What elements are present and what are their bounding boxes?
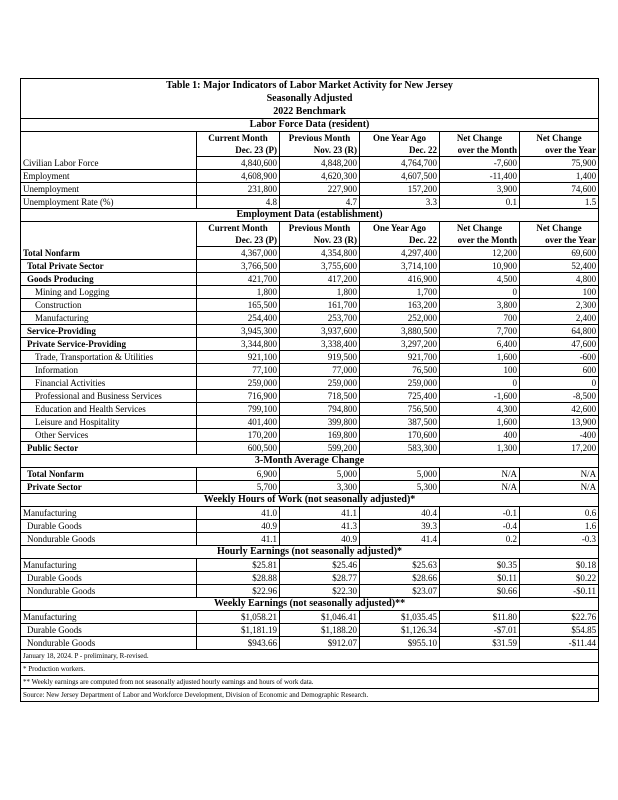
table-row xyxy=(21,442,599,455)
row-label: Private Sector xyxy=(21,481,197,494)
row-value: 400 xyxy=(440,429,520,442)
row-value: 0.2 xyxy=(440,533,520,546)
row-value: 74,600 xyxy=(520,183,599,196)
row-label: Mining and Logging xyxy=(21,286,197,299)
row-value: 1,600 xyxy=(440,351,520,364)
row-value: 799,100 xyxy=(197,403,280,416)
row-value: 3,766,500 xyxy=(197,260,280,273)
row-value: 921,100 xyxy=(197,351,280,364)
row-value: 3,297,200 xyxy=(360,338,440,351)
row-value: 599,200 xyxy=(280,442,360,455)
table-row xyxy=(21,468,599,481)
table-row xyxy=(21,507,599,520)
row-value: -0.4 xyxy=(440,520,520,533)
row-label: Construction xyxy=(21,299,197,312)
row-value: 3,300 xyxy=(280,481,360,494)
table-row xyxy=(21,481,599,494)
row-value: 41.3 xyxy=(280,520,360,533)
table-row xyxy=(21,403,599,416)
table-row xyxy=(21,338,599,351)
table-row xyxy=(21,572,599,585)
row-value: -$11.44 xyxy=(520,637,599,650)
row-value: 170,200 xyxy=(197,429,280,442)
row-value: 64,800 xyxy=(520,325,599,338)
row-value: $22.96 xyxy=(197,585,280,598)
row-value: 416,900 xyxy=(360,273,440,286)
row-value: $28.66 xyxy=(360,572,440,585)
row-value: N/A xyxy=(440,481,520,494)
row-value: 17,200 xyxy=(520,442,599,455)
table-row xyxy=(21,364,599,377)
row-value: 39.3 xyxy=(360,520,440,533)
table-title: Table 1: Major Indicators of Labor Market Activity for New Jersey xyxy=(166,80,453,91)
row-value: 40.9 xyxy=(280,533,360,546)
row-label: Professional and Business Services xyxy=(21,390,197,403)
row-value: 4,607,500 xyxy=(360,170,440,183)
table-row xyxy=(21,377,599,390)
table-row xyxy=(21,157,599,170)
row-value: 0 xyxy=(440,377,520,390)
row-value: 1.5 xyxy=(520,196,599,209)
row-label: Total Nonfarm xyxy=(21,468,197,481)
row-value: -7,600 xyxy=(440,157,520,170)
row-value: 4,354,800 xyxy=(280,247,360,260)
row-value: 725,400 xyxy=(360,390,440,403)
row-value: 169,800 xyxy=(280,429,360,442)
table-row xyxy=(21,533,599,546)
row-value: 716,900 xyxy=(197,390,280,403)
table-subtitle: Seasonally Adjusted xyxy=(266,93,353,104)
section-heading: Hourly Earnings (not seasonally adjusted)* xyxy=(21,546,599,559)
row-value: 47,600 xyxy=(520,338,599,351)
table-row xyxy=(21,390,599,403)
row-value: $943.66 xyxy=(197,637,280,650)
row-value: 3,714,100 xyxy=(360,260,440,273)
row-label: Total Nonfarm xyxy=(21,247,197,260)
row-value: 0 xyxy=(520,377,599,390)
table-row xyxy=(21,624,599,637)
row-value: $28.77 xyxy=(280,572,360,585)
row-value: $1,126.34 xyxy=(360,624,440,637)
footnote: January 18, 2024. P - preliminary, R-revised. xyxy=(21,650,599,663)
row-label: Civilian Labor Force xyxy=(21,157,197,170)
table-row xyxy=(21,196,599,209)
row-label: Public Sector xyxy=(21,442,197,455)
row-label: Information xyxy=(21,364,197,377)
row-label: Total Private Sector xyxy=(21,260,197,273)
row-value: 13,900 xyxy=(520,416,599,429)
row-value: 12,200 xyxy=(440,247,520,260)
row-value: 40.4 xyxy=(360,507,440,520)
row-value: 4,367,000 xyxy=(197,247,280,260)
row-label: Durable Goods xyxy=(21,624,197,637)
row-label: Unemployment xyxy=(21,183,197,196)
row-label: Manufacturing xyxy=(21,507,197,520)
row-value: -0.3 xyxy=(520,533,599,546)
row-value: 76,500 xyxy=(360,364,440,377)
row-value: 4,297,400 xyxy=(360,247,440,260)
row-value: $28.88 xyxy=(197,572,280,585)
row-value: 1,700 xyxy=(360,286,440,299)
table-row xyxy=(21,559,599,572)
table-row xyxy=(21,585,599,598)
row-value: $0.11 xyxy=(440,572,520,585)
row-label: Financial Activities xyxy=(21,377,197,390)
row-value: 0.1 xyxy=(440,196,520,209)
row-value: $0.66 xyxy=(440,585,520,598)
row-value: 399,800 xyxy=(280,416,360,429)
row-value: 252,000 xyxy=(360,312,440,325)
row-value: 4,840,600 xyxy=(197,157,280,170)
row-value: 161,700 xyxy=(280,299,360,312)
row-value: 1,300 xyxy=(440,442,520,455)
row-value: 157,200 xyxy=(360,183,440,196)
footnote: ** Weekly earnings are computed from not seasonally adjusted hourly earnings and hours of work data. xyxy=(21,676,599,689)
header-blank xyxy=(21,222,197,235)
row-value: 794,800 xyxy=(280,403,360,416)
row-value: 3.3 xyxy=(360,196,440,209)
labor-market-table xyxy=(20,78,599,702)
table-row xyxy=(21,637,599,650)
column-subheader: over the Month xyxy=(440,234,520,247)
row-value: 718,500 xyxy=(280,390,360,403)
header-blank xyxy=(21,234,197,247)
table-row xyxy=(21,325,599,338)
row-value: N/A xyxy=(520,468,599,481)
column-subheader: Dec. 23 (P) xyxy=(197,144,280,157)
table-benchmark: 2022 Benchmark xyxy=(273,106,346,117)
row-value: $22.76 xyxy=(520,611,599,624)
row-value: 919,500 xyxy=(280,351,360,364)
row-label: Leisure and Hospitality xyxy=(21,416,197,429)
row-value: 600 xyxy=(520,364,599,377)
row-value: 170,600 xyxy=(360,429,440,442)
column-header: One Year Ago xyxy=(360,132,440,145)
row-value: N/A xyxy=(440,468,520,481)
row-label: Manufacturing xyxy=(21,559,197,572)
row-value: 401,400 xyxy=(197,416,280,429)
row-value: 5,000 xyxy=(280,468,360,481)
row-value: 254,400 xyxy=(197,312,280,325)
row-value: 41.4 xyxy=(360,533,440,546)
row-value: 4,608,900 xyxy=(197,170,280,183)
row-value: 1,800 xyxy=(197,286,280,299)
row-label: Manufacturing xyxy=(21,312,197,325)
row-value: 75,900 xyxy=(520,157,599,170)
labor-market-table-document xyxy=(20,78,598,702)
row-value: 3,900 xyxy=(440,183,520,196)
row-value: $31.59 xyxy=(440,637,520,650)
section-heading: 3-Month Average Change xyxy=(21,455,599,468)
row-value: 41.1 xyxy=(280,507,360,520)
row-value: -$7.01 xyxy=(440,624,520,637)
section-heading: Weekly Hours of Work (not seasonally adjusted)* xyxy=(21,494,599,507)
row-label: Durable Goods xyxy=(21,520,197,533)
header-blank xyxy=(21,132,197,145)
row-value: 387,500 xyxy=(360,416,440,429)
row-value: -8,500 xyxy=(520,390,599,403)
row-value: 4,764,700 xyxy=(360,157,440,170)
row-label: Manufacturing xyxy=(21,611,197,624)
row-value: 1,600 xyxy=(440,416,520,429)
row-value: 259,000 xyxy=(280,377,360,390)
row-value: 77,000 xyxy=(280,364,360,377)
row-label: Private Service-Providing xyxy=(21,338,197,351)
row-value: -1,600 xyxy=(440,390,520,403)
column-subheader: Dec. 22 xyxy=(360,234,440,247)
row-label: Unemployment Rate (%) xyxy=(21,196,197,209)
row-value: $22.30 xyxy=(280,585,360,598)
row-value: 756,500 xyxy=(360,403,440,416)
header-blank xyxy=(21,144,197,157)
row-label: Service-Providing xyxy=(21,325,197,338)
row-value: $1,058.21 xyxy=(197,611,280,624)
row-value: 4,620,300 xyxy=(280,170,360,183)
row-value: 4.7 xyxy=(280,196,360,209)
row-value: 0 xyxy=(440,286,520,299)
row-value: $25.81 xyxy=(197,559,280,572)
row-value: 231,800 xyxy=(197,183,280,196)
column-header: Current Month xyxy=(197,222,280,235)
row-label: Nondurable Goods xyxy=(21,585,197,598)
table-row xyxy=(21,429,599,442)
table-row xyxy=(21,351,599,364)
column-subheader: over the Month xyxy=(440,144,520,157)
row-value: 4,500 xyxy=(440,273,520,286)
row-value: $912.07 xyxy=(280,637,360,650)
table-row xyxy=(21,299,599,312)
row-value: 100 xyxy=(520,286,599,299)
row-value: 227,900 xyxy=(280,183,360,196)
row-value: 421,700 xyxy=(197,273,280,286)
row-value: 583,300 xyxy=(360,442,440,455)
row-value: 3,338,400 xyxy=(280,338,360,351)
row-value: $25.46 xyxy=(280,559,360,572)
row-value: 41.1 xyxy=(197,533,280,546)
table-row xyxy=(21,170,599,183)
row-value: 40.9 xyxy=(197,520,280,533)
row-value: -400 xyxy=(520,429,599,442)
row-label: Trade, Transportation & Utilities xyxy=(21,351,197,364)
table-row xyxy=(21,611,599,624)
row-label: Employment xyxy=(21,170,197,183)
row-value: 100 xyxy=(440,364,520,377)
row-value: $0.18 xyxy=(520,559,599,572)
row-value: 6,400 xyxy=(440,338,520,351)
column-header: Previous Month xyxy=(280,132,360,145)
column-subheader: Dec. 22 xyxy=(360,144,440,157)
row-value: $54.85 xyxy=(520,624,599,637)
table-row xyxy=(21,416,599,429)
row-value: $1,035.45 xyxy=(360,611,440,624)
table-row xyxy=(21,286,599,299)
row-value: 4,800 xyxy=(520,273,599,286)
row-value: -600 xyxy=(520,351,599,364)
row-value: 417,200 xyxy=(280,273,360,286)
row-value: $0.35 xyxy=(440,559,520,572)
row-value: 3,937,600 xyxy=(280,325,360,338)
row-value: 4,300 xyxy=(440,403,520,416)
table-row xyxy=(21,312,599,325)
row-value: 3,945,300 xyxy=(197,325,280,338)
row-value: 163,200 xyxy=(360,299,440,312)
row-value: -$0.11 xyxy=(520,585,599,598)
row-value: 4,848,200 xyxy=(280,157,360,170)
row-value: 5,700 xyxy=(197,481,280,494)
footnote: Source: New Jersey Department of Labor and Workforce Development, Division of Economic and Demographic Research. xyxy=(21,689,599,702)
column-header: Net Change xyxy=(440,132,520,145)
row-value: 1,800 xyxy=(280,286,360,299)
row-value: -0.1 xyxy=(440,507,520,520)
row-value: 42,600 xyxy=(520,403,599,416)
row-value: 6,900 xyxy=(197,468,280,481)
row-value: 600,500 xyxy=(197,442,280,455)
row-value: 3,755,600 xyxy=(280,260,360,273)
row-label: Nondurable Goods xyxy=(21,637,197,650)
row-value: -11,400 xyxy=(440,170,520,183)
column-header: Current Month xyxy=(197,132,280,145)
table-row xyxy=(21,273,599,286)
row-value: $0.22 xyxy=(520,572,599,585)
table-row xyxy=(21,247,599,260)
row-value: 3,344,800 xyxy=(197,338,280,351)
column-subheader: Nov. 23 (R) xyxy=(280,144,360,157)
column-subheader: over the Year xyxy=(520,234,599,247)
row-value: 10,900 xyxy=(440,260,520,273)
row-label: Education and Health Services xyxy=(21,403,197,416)
row-value: 165,500 xyxy=(197,299,280,312)
row-value: $955.10 xyxy=(360,637,440,650)
row-value: 7,700 xyxy=(440,325,520,338)
row-label: Nondurable Goods xyxy=(21,533,197,546)
row-value: 4.8 xyxy=(197,196,280,209)
row-value: 2,300 xyxy=(520,299,599,312)
row-value: 3,880,500 xyxy=(360,325,440,338)
section-heading: Employment Data (establishment) xyxy=(21,209,599,222)
column-header: Net Change xyxy=(520,132,599,145)
row-value: $1,181.19 xyxy=(197,624,280,637)
column-header: Previous Month xyxy=(280,222,360,235)
row-value: 921,700 xyxy=(360,351,440,364)
column-header: Net Change xyxy=(520,222,599,235)
row-value: 0.6 xyxy=(520,507,599,520)
row-label: Goods Producing xyxy=(21,273,197,286)
footnote: * Production workers. xyxy=(21,663,599,676)
column-header: Net Change xyxy=(440,222,520,235)
table-row xyxy=(21,183,599,196)
column-header: One Year Ago xyxy=(360,222,440,235)
row-value: 253,700 xyxy=(280,312,360,325)
row-value: 5,300 xyxy=(360,481,440,494)
row-value: 700 xyxy=(440,312,520,325)
row-value: 1,400 xyxy=(520,170,599,183)
row-label: Durable Goods xyxy=(21,572,197,585)
row-value: 52,400 xyxy=(520,260,599,273)
row-value: $11.80 xyxy=(440,611,520,624)
row-value: 1.6 xyxy=(520,520,599,533)
row-value: 3,800 xyxy=(440,299,520,312)
column-subheader: Nov. 23 (R) xyxy=(280,234,360,247)
row-value: 2,400 xyxy=(520,312,599,325)
row-value: $1,046.41 xyxy=(280,611,360,624)
row-value: $23.07 xyxy=(360,585,440,598)
section-heading: Labor Force Data (resident) xyxy=(21,119,599,132)
row-value: 77,100 xyxy=(197,364,280,377)
row-value: 259,000 xyxy=(197,377,280,390)
row-value: $25.63 xyxy=(360,559,440,572)
row-value: 5,000 xyxy=(360,468,440,481)
table-row xyxy=(21,260,599,273)
row-value: 259,000 xyxy=(360,377,440,390)
column-subheader: Dec. 23 (P) xyxy=(197,234,280,247)
row-label: Other Services xyxy=(21,429,197,442)
row-value: 41.0 xyxy=(197,507,280,520)
row-value: N/A xyxy=(520,481,599,494)
table-row xyxy=(21,520,599,533)
column-subheader: over the Year xyxy=(520,144,599,157)
section-heading: Weekly Earnings (not seasonally adjusted)** xyxy=(21,598,599,611)
row-value: $1,188.20 xyxy=(280,624,360,637)
row-value: 69,600 xyxy=(520,247,599,260)
